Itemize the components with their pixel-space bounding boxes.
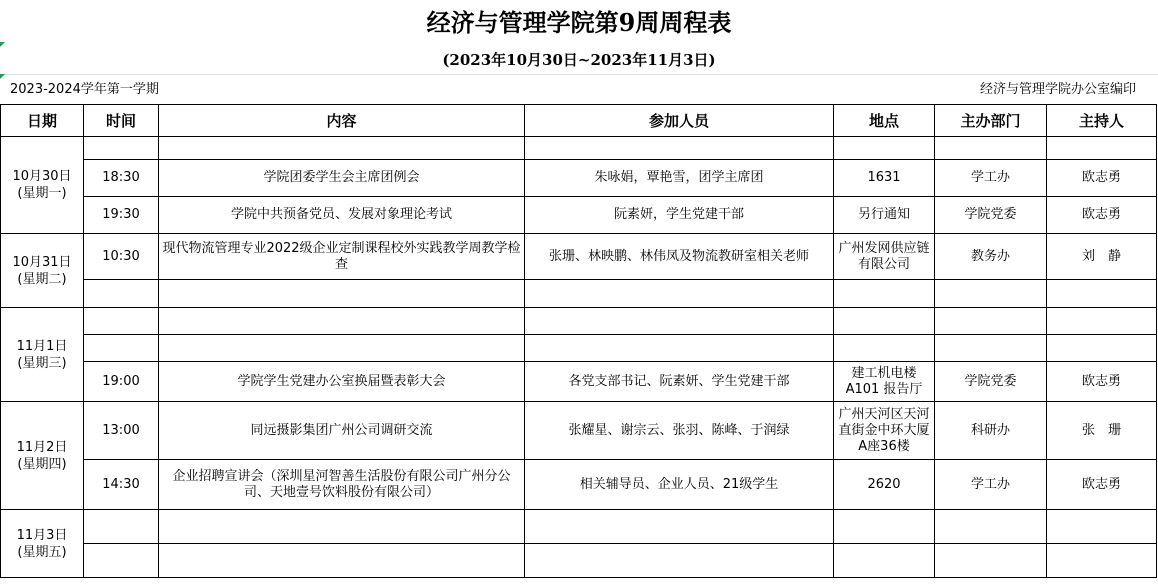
- content-cell: 同远摄影集团广州公司调研交流: [159, 402, 525, 460]
- host-cell: [1047, 510, 1157, 544]
- participants-cell: 朱咏娟，覃艳雪，团学主席团: [525, 160, 834, 197]
- weekday-label: (星期四): [17, 456, 67, 472]
- location-cell: [834, 137, 935, 160]
- time-cell: [84, 137, 159, 160]
- time-cell: 14:30: [84, 460, 159, 510]
- time-cell: 19:00: [84, 362, 159, 402]
- time-cell: [84, 308, 159, 335]
- date-cell: [1, 308, 84, 402]
- location-cell: 建工机电楼A101 报告厅: [834, 362, 935, 402]
- participants-cell: [525, 308, 834, 335]
- location-cell: 广州天河区天河直街金中环大厦A座36楼: [834, 402, 935, 460]
- table-row: [1, 137, 1157, 160]
- host-cell: [1047, 280, 1157, 308]
- location-cell: 1631: [834, 160, 935, 197]
- table-row: [1, 460, 1157, 510]
- cell-comment-marker: [0, 74, 5, 79]
- host-cell: 欧志勇: [1047, 197, 1157, 234]
- department-cell: 学工办: [935, 160, 1047, 197]
- location-cell: [834, 510, 935, 544]
- date-label: 11月3日: [16, 527, 68, 543]
- department-cell: [935, 544, 1047, 578]
- editor-note: 经济与管理学院办公室编印: [979, 82, 1136, 97]
- table-row: [1, 362, 1157, 402]
- host-cell: 张 珊: [1047, 402, 1157, 460]
- department-cell: [935, 335, 1047, 362]
- participants-cell: [525, 137, 834, 160]
- location-cell: [834, 544, 935, 578]
- host-cell: 欧志勇: [1047, 460, 1157, 510]
- location-cell: 2620: [834, 460, 935, 510]
- department-cell: 教务办: [935, 234, 1047, 280]
- table-row: [1, 335, 1157, 362]
- host-cell: [1047, 308, 1157, 335]
- location-cell: 另行通知: [834, 197, 935, 234]
- cell-comment-marker: [0, 42, 5, 47]
- date-label: 11月2日: [16, 439, 68, 455]
- content-cell: [159, 280, 525, 308]
- content-cell: 企业招聘宣讲会（深圳星河智善生活股份有限公司广州分公司、天地壹号饮料股份有限公司）: [159, 460, 525, 510]
- time-cell: 19:30: [84, 197, 159, 234]
- table-row: [1, 510, 1157, 544]
- schedule-table: [0, 104, 1157, 578]
- date-cell: [1, 402, 84, 510]
- time-cell: 10:30: [84, 234, 159, 280]
- date-range-subtitle: (2023年10月30日~2023年11月3日): [442, 51, 716, 69]
- department-cell: [935, 280, 1047, 308]
- time-cell: [84, 335, 159, 362]
- header-host: 主持人: [1047, 105, 1157, 137]
- participants-cell: [525, 544, 834, 578]
- date-cell: [1, 510, 84, 578]
- participants-cell: 张耀星、谢宗云、张羽、陈峰、于润绿: [525, 402, 834, 460]
- host-cell: 欧志勇: [1047, 160, 1157, 197]
- content-cell: [159, 335, 525, 362]
- table-header-row: [1, 105, 1157, 137]
- content-cell: 学院学生党建办公室换届暨表彰大会: [159, 362, 525, 402]
- participants-cell: 各党支部书记、阮素妍、学生党建干部: [525, 362, 834, 402]
- date-cell: [1, 234, 84, 308]
- time-cell: [84, 544, 159, 578]
- table-row: [1, 160, 1157, 197]
- header-department: 主办部门: [935, 105, 1047, 137]
- header-date: 日期: [1, 105, 84, 137]
- participants-cell: 相关辅导员、企业人员、21级学生: [525, 460, 834, 510]
- weekday-label: (星期五): [17, 544, 67, 560]
- department-cell: [935, 137, 1047, 160]
- content-cell: 学院中共预备党员、发展对象理论考试: [159, 197, 525, 234]
- participants-cell: [525, 510, 834, 544]
- time-cell: [84, 280, 159, 308]
- participants-cell: [525, 335, 834, 362]
- weekday-label: (星期三): [17, 355, 67, 371]
- date-label: 11月1日: [16, 338, 68, 354]
- weekday-label: (星期二): [17, 271, 67, 287]
- table-row: [1, 402, 1157, 460]
- department-cell: 学工办: [935, 460, 1047, 510]
- host-cell: [1047, 544, 1157, 578]
- academic-term: 2023-2024学年第一学期: [10, 82, 159, 97]
- date-label: 10月31日: [12, 254, 72, 270]
- table-row: [1, 544, 1157, 578]
- time-cell: [84, 510, 159, 544]
- host-cell: 刘 静: [1047, 234, 1157, 280]
- time-cell: 18:30: [84, 160, 159, 197]
- location-cell: [834, 308, 935, 335]
- header-location: 地点: [834, 105, 935, 137]
- table-row: [1, 197, 1157, 234]
- participants-cell: 阮素妍，学生党建干部: [525, 197, 834, 234]
- table-row: [1, 308, 1157, 335]
- header-time: 时间: [84, 105, 159, 137]
- content-cell: [159, 137, 525, 160]
- participants-cell: [525, 280, 834, 308]
- header-content: 内容: [159, 105, 525, 137]
- department-cell: 学院党委: [935, 197, 1047, 234]
- date-label: 10月30日: [12, 169, 72, 184]
- department-cell: [935, 308, 1047, 335]
- host-cell: [1047, 137, 1157, 160]
- content-cell: [159, 308, 525, 335]
- host-cell: 欧志勇: [1047, 362, 1157, 402]
- department-cell: [935, 510, 1047, 544]
- content-cell: 学院团委学生会主席团例会: [159, 160, 525, 197]
- weekday-label: (星期一): [17, 186, 67, 201]
- department-cell: 学院党委: [935, 362, 1047, 402]
- location-cell: 广州发网供应链有限公司: [834, 234, 935, 280]
- table-row: [1, 234, 1157, 280]
- table-row: [1, 280, 1157, 308]
- date-cell: [1, 137, 84, 234]
- host-cell: [1047, 335, 1157, 362]
- content-cell: [159, 544, 525, 578]
- location-cell: [834, 280, 935, 308]
- department-cell: 科研办: [935, 402, 1047, 460]
- location-cell: [834, 335, 935, 362]
- participants-cell: 张珊、林映鹏、林伟凤及物流教研室相关老师: [525, 234, 834, 280]
- content-cell: 现代物流管理专业2022级企业定制课程校外实践教学周教学检查: [159, 234, 525, 280]
- page-title: 经济与管理学院第9周周程表: [426, 8, 732, 37]
- content-cell: [159, 510, 525, 544]
- header-participants: 参加人员: [525, 105, 834, 137]
- time-cell: 13:00: [84, 402, 159, 460]
- sheet-gridline: [0, 74, 1158, 75]
